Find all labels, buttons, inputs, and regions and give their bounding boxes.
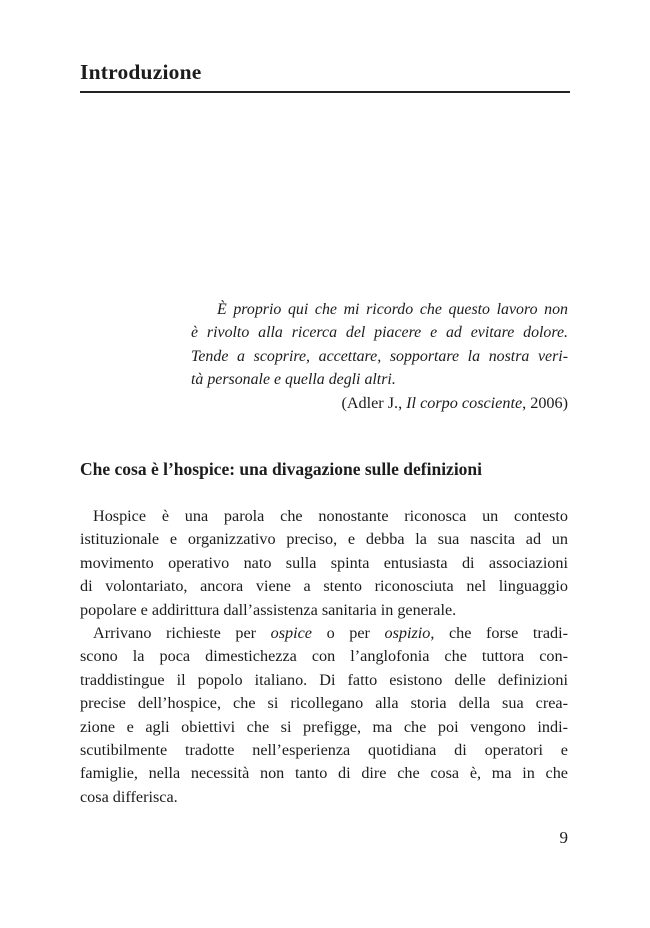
text-segment: di volontariato, ancora viene a stento riconosciuta nel linguaggio	[80, 577, 568, 596]
text-segment: o per	[312, 624, 385, 643]
text-segment: traddistingue il popolo italiano. Di fatto esistono delle definizioni	[80, 670, 568, 689]
attribution-suffix: , 2006)	[522, 393, 568, 412]
text-line	[80, 622, 568, 645]
quote-attribution	[191, 392, 568, 415]
text-line	[80, 645, 568, 668]
text-line	[80, 786, 568, 809]
text-segment: precise dell’hospice, che si ricollegano alla storia della sua crea-	[80, 694, 568, 713]
text-segment: cosa differisca.	[80, 787, 178, 806]
quote-line: È proprio qui che mi ricordo che questo lavoro non	[217, 301, 568, 318]
text-line	[80, 669, 568, 692]
quote-line: tà personale e quella degli altri.	[191, 371, 396, 389]
text-line	[80, 505, 568, 528]
text-segment: scono la poca dimestichezza con l’anglofonia che tuttora con-	[80, 647, 568, 666]
italic-term: ospizio	[384, 624, 431, 643]
attribution-prefix: (Adler J.,	[341, 393, 407, 412]
text-segment: Arrivano richieste per	[93, 624, 271, 643]
quote-lines	[191, 298, 568, 392]
text-line	[80, 716, 568, 739]
quote-line: Tende a scoprire, accettare, sopportare la nostra veri-	[191, 347, 568, 365]
text-segment: zione e agli obiettivi che si prefigge, ma che poi vengono indi-	[80, 717, 568, 736]
text-segment: movimento operativo nato sulla spinta entusiasta di associazioni	[80, 553, 568, 572]
italic-term: ospice	[270, 624, 312, 643]
quote-line: è rivolto alla ricerca del piacere e ad evitare dolore.	[191, 324, 568, 342]
text-line	[80, 762, 568, 785]
text-segment: istituzionale e organizzativo preciso, e debba la sua nascita ad un	[80, 530, 568, 549]
text-segment: , che forse tradi-	[430, 624, 568, 643]
section-heading: Che cosa è l’hospice: una divagazione sulle definizioni	[80, 459, 483, 479]
text-segment: Hospice è una parola che nonostante riconosca un contesto	[93, 507, 568, 525]
text-segment: popolare e addirittura dall’assistenza sanitaria in generale.	[80, 600, 457, 619]
header-rule	[80, 91, 570, 93]
text-line	[80, 739, 568, 762]
epigraph-quote	[191, 298, 568, 415]
text-segment: famiglie, nella necessità non tanto di dire che cosa è, ma in che	[80, 764, 568, 783]
chapter-title: Introduzione	[80, 60, 202, 84]
text-line	[80, 528, 568, 551]
body-text	[80, 505, 568, 809]
text-segment: scutibilmente tradotte nell’esperienza quotidiana di operatori e	[80, 741, 568, 760]
text-line	[80, 692, 568, 715]
page-number: 9	[559, 828, 568, 847]
attribution-work-title: Il corpo cosciente	[406, 393, 523, 412]
text-line	[80, 599, 568, 622]
text-line	[80, 552, 568, 575]
text-line	[80, 575, 568, 598]
